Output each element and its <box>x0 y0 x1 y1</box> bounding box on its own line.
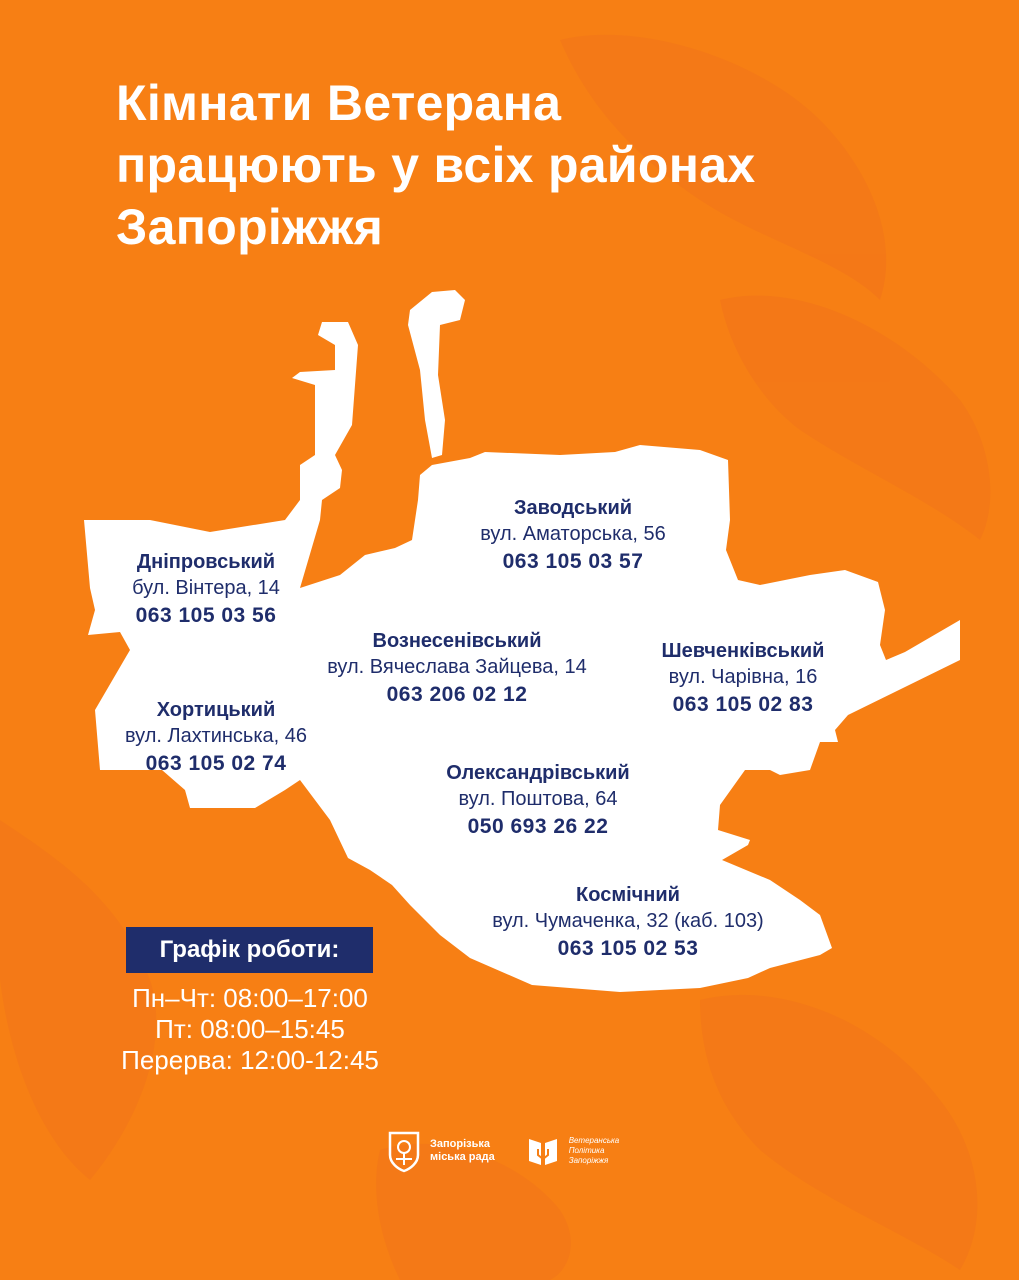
district-phone: 063 105 02 74 <box>145 752 287 775</box>
district-phone: 063 206 02 12 <box>386 683 528 706</box>
district-name: Дніпровський <box>136 551 276 573</box>
district-shevchenkivskyi <box>662 638 825 719</box>
district-name: Хортицький <box>156 699 276 721</box>
district-address: вул. Вячеслава Зайцева, 14 <box>327 656 587 678</box>
footer-logos <box>386 1128 619 1174</box>
veteran-policy-logo <box>525 1133 620 1169</box>
district-name: Олександрівський <box>446 762 630 784</box>
district-phone: 063 105 03 56 <box>135 604 277 627</box>
district-khortytskyi <box>125 697 307 778</box>
district-dniprovskyi <box>132 549 280 630</box>
veteran-policy-line-3: Запоріжжя <box>568 1156 609 1165</box>
title-line-1: Кімнати Ветерана <box>116 75 562 131</box>
district-address: вул. Лахтинська, 46 <box>124 725 308 747</box>
city-council-name <box>430 1138 495 1164</box>
veteran-policy-line-1: Ветеранська <box>568 1136 620 1145</box>
district-address: вул. Аматорська, 56 <box>480 523 666 545</box>
schedule-line-friday: Пт: 08:00–15:45 <box>155 1014 345 1044</box>
district-voznesenivskyi <box>327 628 587 709</box>
district-oleksandrivskyi <box>446 760 629 841</box>
schedule-list <box>100 983 400 1076</box>
district-address: бул. Вінтера, 14 <box>132 577 280 599</box>
schedule-line-break: Перерва: 12:00-12:45 <box>121 1045 379 1075</box>
district-address: вул. Чарівна, 16 <box>668 666 818 688</box>
trident-book-icon <box>525 1133 561 1169</box>
title-line-2: працюють у всіх районах <box>116 137 756 193</box>
title-line-3: Запоріжжя <box>116 199 384 255</box>
city-council-line-1: Запорізька <box>430 1138 491 1150</box>
veteran-policy-name <box>569 1136 620 1166</box>
city-council-line-2: міська рада <box>430 1151 495 1163</box>
district-kosmichnyi <box>492 882 763 963</box>
city-map-island <box>408 290 465 458</box>
district-name: Шевченківський <box>661 640 825 662</box>
schedule-heading: Графік роботи: <box>126 927 373 973</box>
district-phone: 063 105 03 57 <box>502 550 644 573</box>
district-name: Вознесенівський <box>372 630 542 652</box>
city-council-logo <box>386 1129 495 1173</box>
district-zavodskyi <box>480 495 666 576</box>
schedule-line-weekdays: Пн–Чт: 08:00–17:00 <box>132 983 368 1013</box>
district-name: Космічний <box>576 884 680 906</box>
district-name: Заводський <box>513 497 633 519</box>
city-coat-of-arms-icon <box>386 1129 422 1173</box>
veteran-policy-line-2: Політика <box>568 1146 605 1155</box>
district-address: вул. Поштова, 64 <box>458 788 618 810</box>
district-phone: 050 693 26 22 <box>467 815 609 838</box>
district-phone: 063 105 02 53 <box>557 937 699 960</box>
district-phone: 063 105 02 83 <box>672 693 814 716</box>
district-address: вул. Чумаченка, 32 (каб. 103) <box>492 910 764 932</box>
